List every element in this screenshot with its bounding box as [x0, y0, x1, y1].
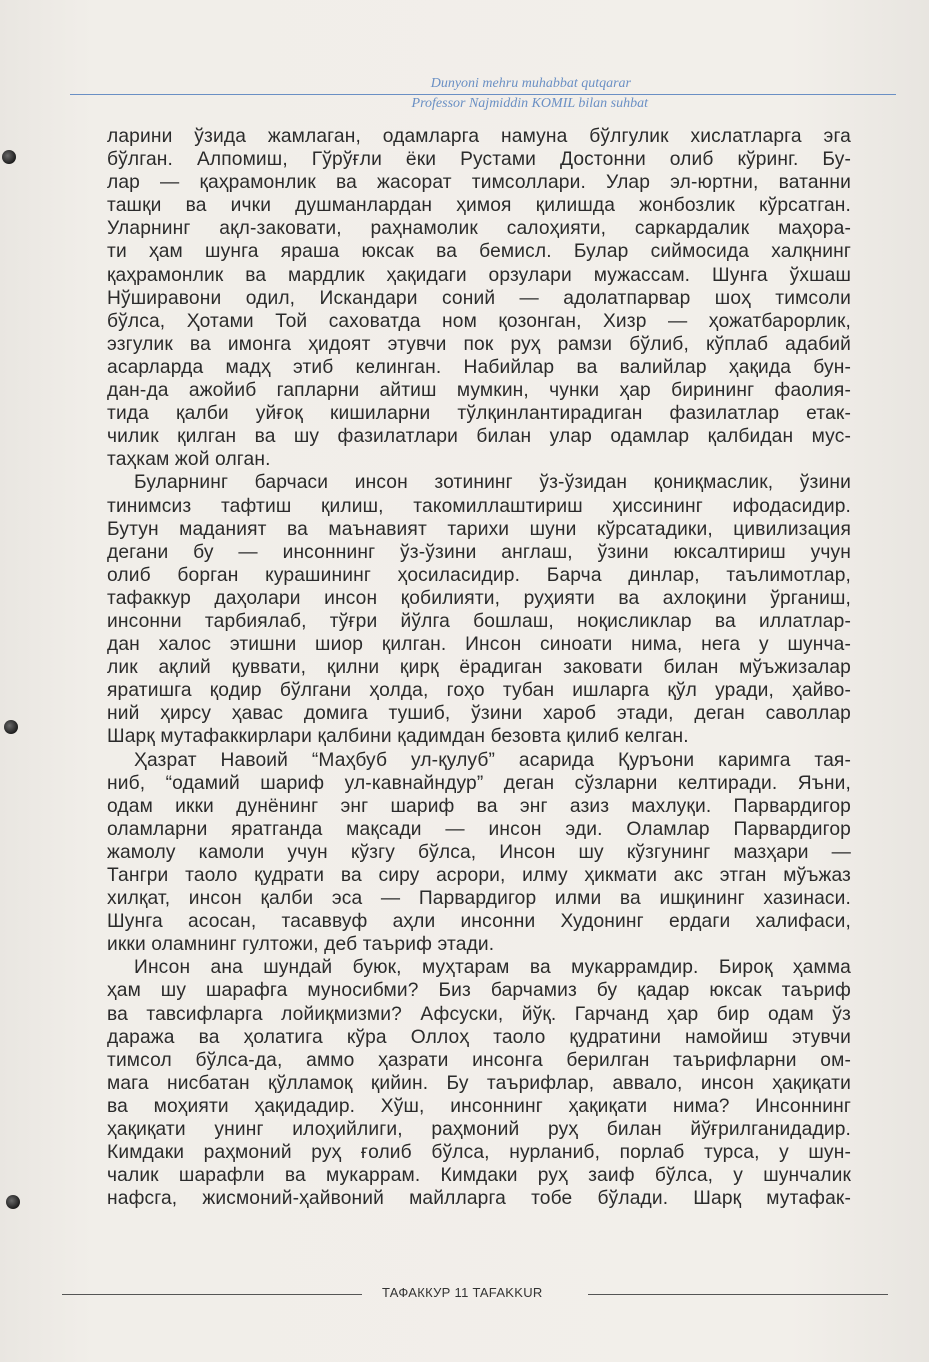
text-line: тимсол бўлса-да, аммо ҳазрати инсонга берилган таърифларни ом-: [107, 1049, 851, 1071]
text-line: ти ҳам шунга яраша юксак ва бемисл. Булар сиймосида халқнинг: [107, 241, 851, 263]
text-line: одам икки дунёнинг энг шариф ва энг азиз махлуқи. Парвардигор: [107, 795, 851, 817]
text-line: дегани бу — инсоннинг ўз-ўзини англаш, ўзини юксалтириш учун: [107, 541, 851, 563]
punch-hole-decoration: [2, 150, 16, 164]
text-line: тафаккур даҳолари инсон қобилияти, руҳияти ва ахлоқини ўрганиш,: [107, 587, 851, 609]
text-line: ташқи ва ички душманлардан ҳимоя қилишда жонбозлик кўрсатган.: [107, 195, 851, 217]
text-line: лик ақлий қуввати, қилни қирқ ёрадиган заковати билан мўъжизалар: [107, 657, 851, 679]
text-line: Нўширавони одил, Искандари соний — адолатпарвар шоҳ тимсоли: [107, 287, 851, 309]
text-line: жамолу камоли учун кўзгу бўлса, Инсон шу кўзгунинг мазҳари —: [107, 841, 851, 863]
text-line: олиб борган курашининг ҳосиласидир. Барча динлар, таълимотлар,: [107, 564, 851, 586]
text-line: тинимсиз тафтиш қилиш, такомиллаштириш ҳиссининг ифодасидир.: [107, 495, 851, 517]
text-line: ларини ўзида жамлаган, одамларга намуна бўлгулик хислатларга эга: [107, 126, 851, 147]
text-line: асарларда мадҳ этиб келинган. Набийлар ва валийлар ҳақида бун-: [107, 356, 851, 378]
text-line: ва моҳияти ҳақидадир. Хўш, инсоннинг ҳақиқати нима? Инсоннинг: [107, 1095, 851, 1117]
text-line: чилик қилган ва шу фазилатлари билан улар одамлар қалбидан мус-: [107, 426, 851, 448]
text-line: дан халос этишни шиор қилган. Инсон синоати нима, нега у шунча-: [107, 634, 851, 656]
text-line: ниб, “одамий шариф ул-кавнайндур” деган сўзларни келтиради. Яъни,: [107, 772, 851, 794]
text-line: лар — қаҳрамонлик ва жасорат тимсоллари. Улар эл-юртни, ватанни: [107, 172, 851, 194]
punch-hole-decoration: [6, 1195, 20, 1209]
text-line: Уларнинг ақл-заковати, раҳнамолик салоҳияти, саркардалик маҳора-: [107, 218, 851, 240]
text-line: ҳақиқати унинг илоҳийлиги, раҳмоний руҳ билан йўғрилганидадир.: [107, 1119, 851, 1141]
text-line: хилқат, инсон қалби эса — Парвардигор илми ва ишқининг хазинаси.: [107, 888, 851, 910]
page-footer: [62, 1285, 888, 1305]
text-line: чалик шарафли ва мукаррам. Кимдаки руҳ заиф бўлса, у шунчалик: [107, 1165, 851, 1187]
punch-hole-decoration: [4, 720, 18, 734]
text-line: дан-да ажойиб гапларни айтиш мумкин, чунки ҳар бирининг фаолия-: [107, 380, 851, 402]
text-line: ҳам шу шарафга муносибми? Биз барчамиз бу қадар юксак таъриф: [107, 980, 851, 1002]
text-line: Ҳазрат Навоий “Маҳбуб ул-қулуб” асарида Қуръони каримга тая-: [134, 749, 851, 771]
text-line: Буларнинг барчаси инсон зотининг ўз-ўзидан қониқмаслик, ўзини: [134, 472, 851, 494]
text-line: Шунга асосан, тасаввуф аҳли инсонни Худонинг ердаги халифаси,: [107, 911, 851, 933]
article-body: [107, 125, 851, 1210]
text-line: ний ҳирсу ҳавас домига тушиб, ўзини хароб этади, деган саволлар: [107, 703, 851, 725]
text-line: Кимдаки раҳмоний руҳ ғолиб бўлса, нурланиб, порлаб турса, у шун-: [107, 1142, 851, 1164]
header-subtitle: Professor Najmiddin KOMIL bilan suhbat: [411, 96, 648, 111]
text-line: Бутун маданият ва маънавият тарихи шуни кўрсатадики, цивилизация: [107, 518, 851, 540]
text-line: мага нисбатан қўлламоқ қийин. Бу таърифлар, аввало, инсон ҳақиқати: [107, 1072, 851, 1094]
text-line: нафсга, жисмоний-ҳайвоний майлларга тобе бўлади. Шарқ мутафак-: [107, 1188, 851, 1210]
header-rule: [70, 94, 896, 95]
text-line: инсонни тарбиялаб, тўғри йўлга бошлаш, ноқисликлар ва иллатлар-: [107, 610, 851, 632]
text-line: ва тавсифларга лойиқмизми? Афсуски, йўқ. Гарчанд ҳар бир одам ўз: [107, 1003, 851, 1025]
text-line: эзгулик ва имонга ҳидоят этувчи пок руҳ рамзи бўлиб, кўплаб адабий: [107, 333, 851, 355]
text-line: қаҳрамонлик ва мардлик ҳақидаги орзулари мужассам. Шунга ўхшаш: [107, 264, 851, 286]
text-line: Инсон ана шундай буюк, муҳтарам ва мукаррамдир. Бироқ ҳамма: [134, 957, 851, 979]
header-title: Dunyoni mehru muhabbat qutqarar: [430, 76, 631, 91]
text-line: Шарқ мутафаккирлари қалбини қадимдан безовта қилиб келган.: [107, 726, 689, 748]
text-line: икки оламнинг гултожи, деб таъриф этади.: [107, 934, 495, 956]
text-line: даража ва ҳолатига кўра Оллоҳ таоло қудратини намойиш этувчи: [107, 1026, 851, 1048]
text-line: бўлса, Ҳотами Той саховатда ном қозонган, Хизр — ҳожатбарорлик,: [107, 310, 851, 332]
text-line: тида қалби уйғоқ кишиларни тўлқинлантирадиган фазилатлар етак-: [107, 403, 851, 425]
text-line: яратишга қодир бўлгани ҳолда, гоҳо тубан ишларга қўл уради, ҳайво-: [107, 680, 851, 702]
footer-rule-right: [588, 1294, 888, 1295]
text-line: таҳкам жой олган.: [107, 449, 271, 471]
footer-page-number: ТАФАККУР 11 TAFAKKUR: [382, 1285, 543, 1300]
text-line: бўлган. Алпомиш, Гўрўғли ёки Рустами Достонни олиб кўринг. Бу-: [107, 149, 851, 171]
text-line: оламларни яратганда мақсади — инсон эди. Оламлар Парвардигор: [107, 818, 851, 840]
text-line: Тангри таоло қудрати ва сиру асрори, илму ҳикмати акс этган мўъжаз: [107, 865, 851, 886]
footer-rule-left: [62, 1294, 362, 1295]
running-header: [70, 74, 896, 114]
